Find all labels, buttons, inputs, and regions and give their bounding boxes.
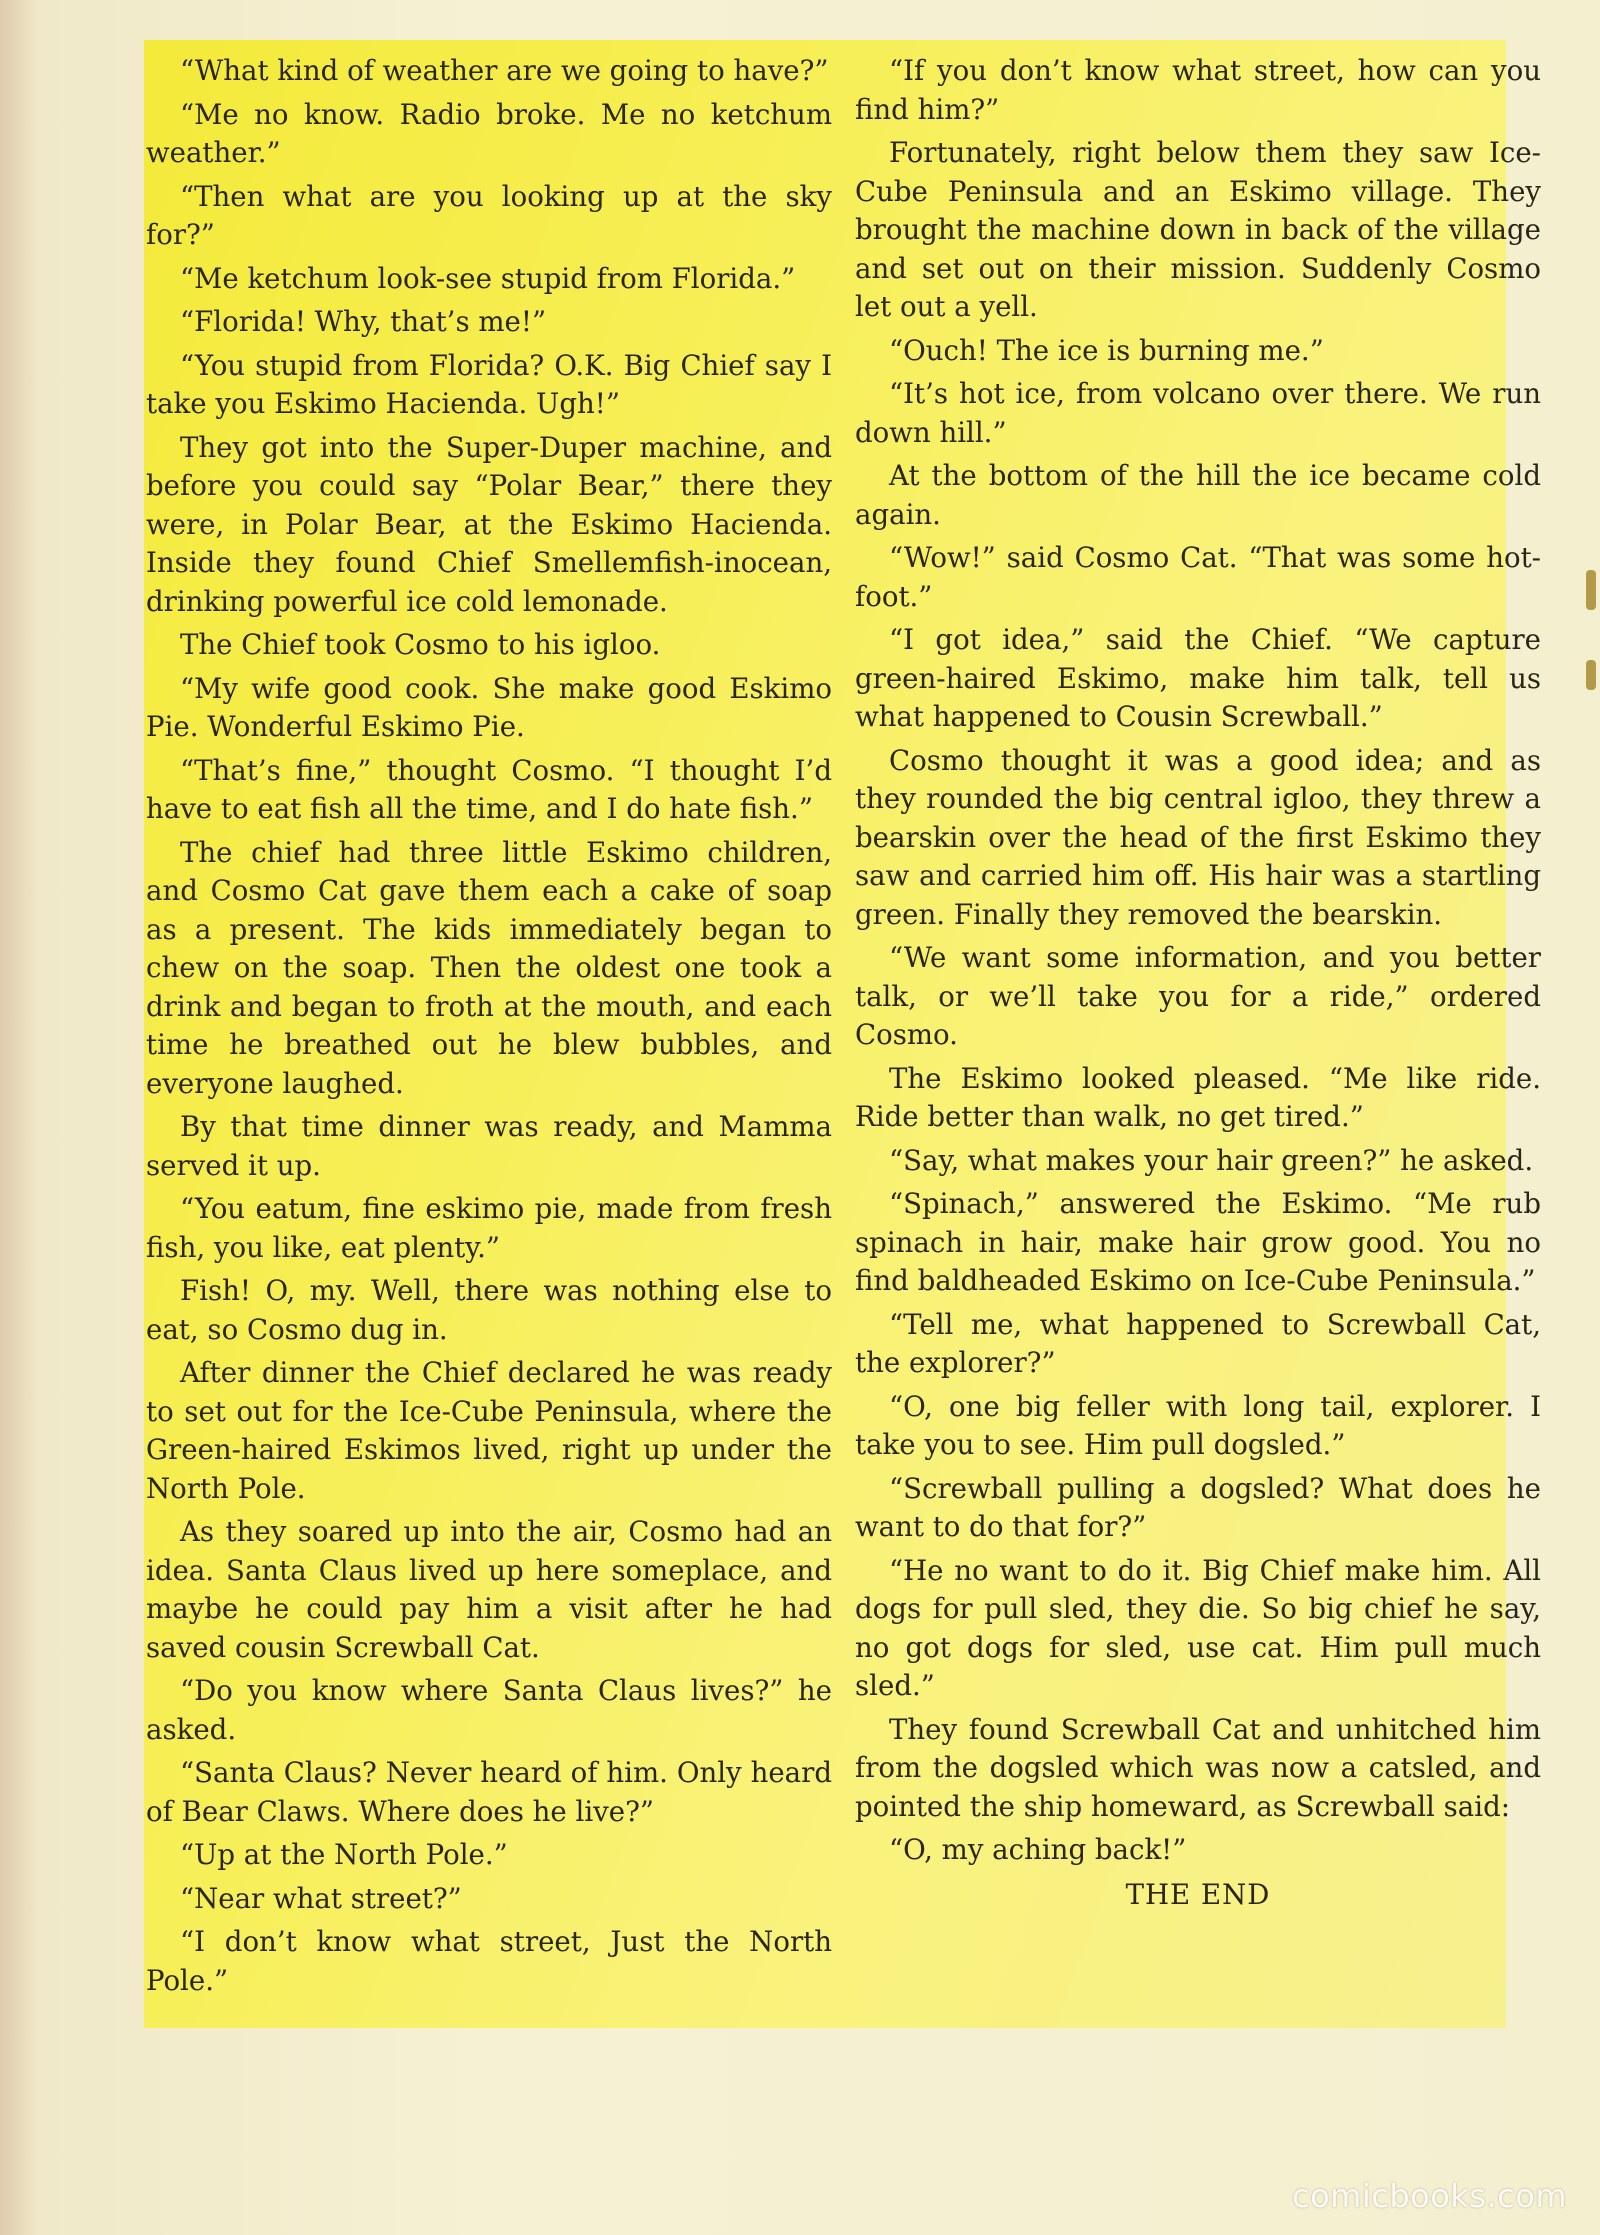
paragraph: “My wife good cook. She make good Eskimo Pie. Wonderful Eskimo Pie. bbox=[146, 671, 832, 743]
paragraph: “We want some information, and you better talk, or we’ll take you for a ride,” ordered Cosmo. bbox=[855, 941, 1541, 1051]
paragraph: “I don’t know what street, Just the North Pole.” bbox=[146, 1925, 832, 1997]
paragraph: “Santa Claus? Never heard of him. Only heard of Bear Claws. Where does he live?” bbox=[146, 1756, 832, 1828]
paragraph: “You eatum, fine eskimo pie, made from fresh fish, you like, eat plenty.” bbox=[146, 1192, 832, 1264]
paragraph: “Say, what makes your hair green?” he asked. bbox=[889, 1143, 1534, 1177]
right-text-column bbox=[855, 52, 1541, 2012]
paragraph: “Up at the North Pole.” bbox=[180, 1838, 508, 1871]
paragraph: “You stupid from Florida? O.K. Big Chief say I take you Eskimo Hacienda. Ugh!” bbox=[146, 348, 832, 420]
paragraph: At the bottom of the hill the ice became cold again. bbox=[855, 459, 1541, 531]
paragraph: Cosmo thought it was a good idea; and as they rounded the big central igloo, they threw a bearskin over the head of the first Eskimo they saw and carried him off. His hair was a startling green. Finally they removed the bearskin. bbox=[855, 743, 1541, 931]
paragraph: As they soared up into the air, Cosmo had an idea. Santa Claus lived up here someplace, and maybe he could pay him a visit after he had saved cousin Screwball Cat. bbox=[146, 1515, 832, 1664]
paragraph: “That’s fine,” thought Cosmo. “I thought I’d have to eat fish all the time, and I do hate fish.” bbox=[146, 753, 832, 825]
paragraph: Fish! O, my. Well, there was nothing else to eat, so Cosmo dug in. bbox=[146, 1274, 832, 1346]
paragraph: “I got idea,” said the Chief. “We capture green-haired Eskimo, make him talk, tell us what happened to Cousin Screwball.” bbox=[855, 623, 1541, 733]
paragraph: “If you don’t know what street, how can you find him?” bbox=[855, 54, 1541, 126]
paragraph: “Ouch! The ice is burning me.” bbox=[889, 333, 1324, 367]
paragraph: By that time dinner was ready, and Mamma served it up. bbox=[146, 1110, 832, 1182]
binding-mark bbox=[1586, 570, 1596, 610]
paragraph: “Screwball pulling a dogsled? What does he want to do that for?” bbox=[855, 1471, 1541, 1543]
paragraph: Fortunately, right below them they saw Ice-Cube Peninsula and an Eskimo village. They brought the machine down in back of the village and set out on their mission. Suddenly Cosmo let out a yell. bbox=[855, 136, 1541, 323]
left-text-column bbox=[146, 52, 832, 2012]
paragraph: “Me ketchum look-see stupid from Florida.” bbox=[180, 261, 796, 295]
paragraph: “Tell me, what happened to Screwball Cat, the explorer?” bbox=[855, 1307, 1541, 1379]
paragraph: “O, one big feller with long tail, explorer. I take you to see. Him pull dogsled.” bbox=[855, 1389, 1541, 1461]
paragraph: After dinner the Chief declared he was ready to set out for the Ice-Cube Peninsula, where the Green-haired Eskimos lived, right up under the North Pole. bbox=[146, 1356, 832, 1505]
paragraph: “It’s hot ice, from volcano over there. We run down hill.” bbox=[855, 377, 1541, 449]
the-end-label: THE END bbox=[1125, 1877, 1271, 1911]
paragraph: “Me no know. Radio broke. Me no ketchum weather.” bbox=[146, 97, 832, 169]
paragraph: The Chief took Cosmo to his igloo. bbox=[180, 628, 661, 661]
paragraph: “O, my aching back!” bbox=[889, 1833, 1187, 1866]
paragraph: “Spinach,” answered the Eskimo. “Me rub spinach in hair, make hair grow good. You no find baldheaded Eskimo on Ice-Cube Peninsula.” bbox=[855, 1187, 1541, 1297]
paragraph: They found Screwball Cat and unhitched him from the dogsled which was now a catsled, and pointed the ship homeward, as Screwball said: bbox=[855, 1712, 1541, 1823]
paragraph: “Florida! Why, that’s me!” bbox=[180, 305, 547, 338]
paragraph: They got into the Super-Duper machine, and before you could say “Polar Bear,” there they were, in Polar Bear, at the Eskimo Hacienda. Inside they found Chief Smellemfish-inocean, drinking powerful ice cold lemonade. bbox=[146, 430, 832, 618]
binding-mark bbox=[1586, 660, 1596, 690]
watermark: comicbooks.com bbox=[1291, 2177, 1567, 2215]
paragraph: The chief had three little Eskimo children, and Cosmo Cat gave them each a cake of soap as a present. The kids immediately began to chew on the soap. Then the oldest one took a drink and began to froth at the mouth, and each time he breathed out he blew bubbles, and everyone laughed. bbox=[146, 835, 832, 1100]
paragraph: “Near what street?” bbox=[180, 1881, 462, 1915]
paragraph: “Do you know where Santa Claus lives?” he asked. bbox=[146, 1674, 832, 1746]
paragraph: The Eskimo looked pleased. “Me like ride. Ride better than walk, no get tired.” bbox=[855, 1061, 1541, 1133]
paragraph: “What kind of weather are we going to have?” bbox=[180, 54, 829, 87]
page-edge-shadow bbox=[0, 0, 40, 2235]
paragraph: “Then what are you looking up at the sky for?” bbox=[146, 179, 832, 251]
paragraph: “He no want to do it. Big Chief make him. All dogs for pull sled, they die. So big chief he say, no got dogs for sled, use cat. Him pull much sled.” bbox=[855, 1553, 1541, 1702]
paragraph: “Wow!” said Cosmo Cat. “That was some hot-foot.” bbox=[855, 541, 1541, 613]
